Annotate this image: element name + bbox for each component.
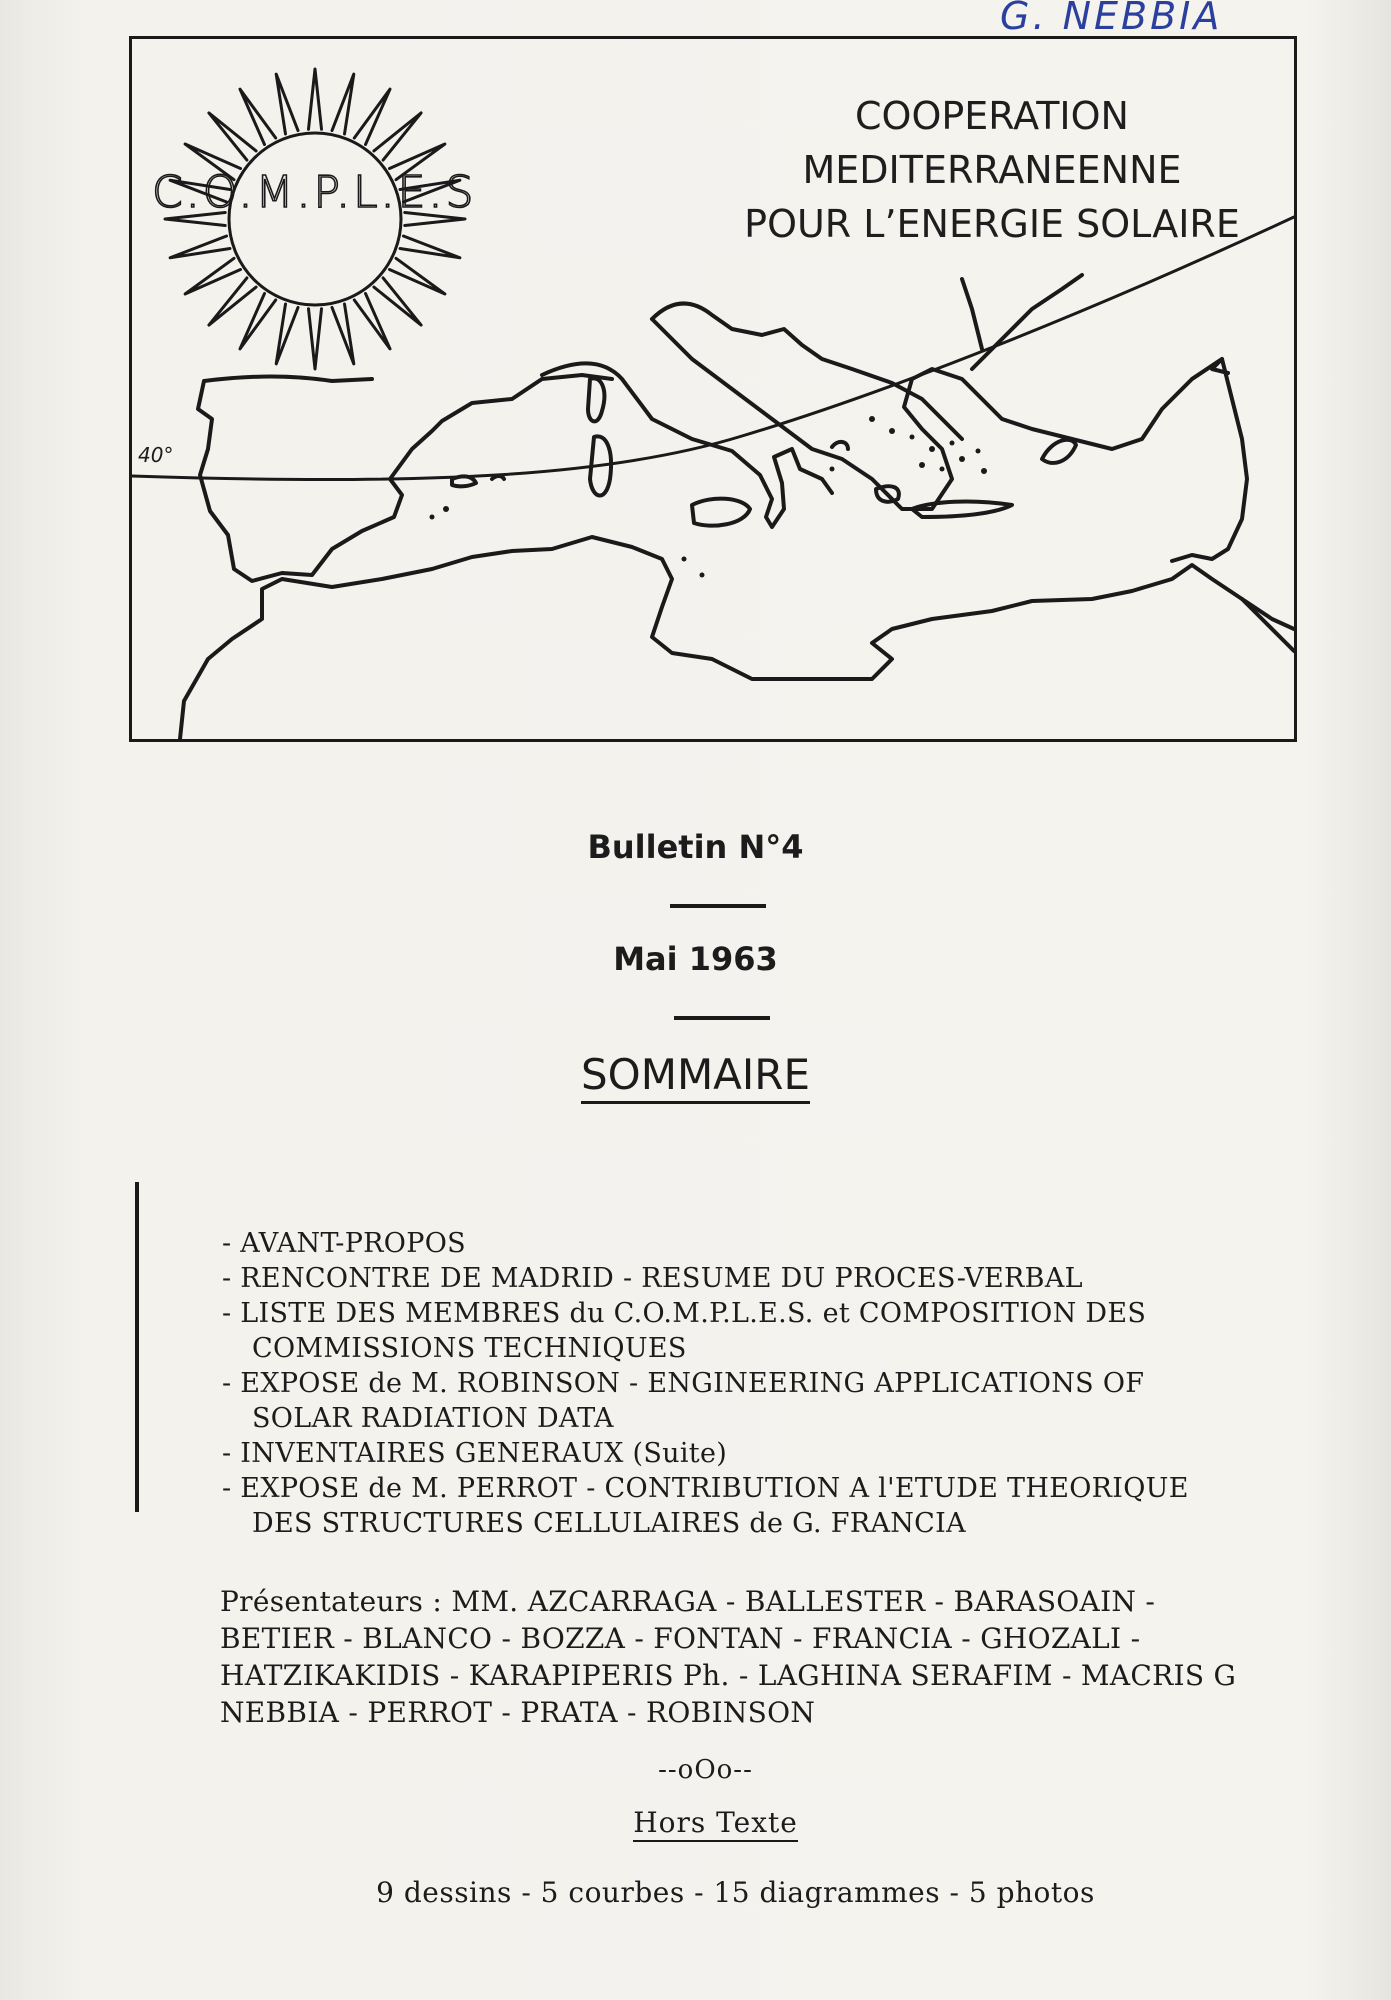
title-line: COOPERATION (855, 94, 1129, 138)
sun-ray (240, 294, 276, 349)
margin-bar (135, 1182, 139, 1512)
title-line: POUR L’ENERGIE SOLAIRE (744, 202, 1240, 246)
sun-ray (354, 89, 390, 144)
sun-ray (309, 309, 322, 369)
presenters-line: HATZIKAKIDIS - KARAPIPERIS Ph. - LAGHINA SERAFIM - MACRIS G (220, 1659, 1237, 1692)
sun-ray (276, 304, 298, 364)
sun-ray (209, 278, 256, 325)
sun-logo-icon (165, 69, 465, 369)
sun-ray (276, 74, 298, 134)
hors-texte-heading: Hors Texte (0, 1806, 1391, 1839)
toc-item: - INVENTAIRES GENERAUX (Suite) (222, 1438, 728, 1469)
toc-item: - EXPOSE de M. ROBINSON - ENGINEERING APPLICATIONS OF (222, 1368, 1145, 1399)
sun-ray (185, 258, 240, 294)
sun-ray (374, 278, 421, 325)
toc-item: DES STRUCTURES CELLULAIRES de G. FRANCIA (252, 1508, 966, 1539)
organization-title (672, 89, 1297, 251)
divider (670, 904, 766, 908)
title-line: MEDITERRANEENNE (802, 148, 1182, 192)
toc-item: - LISTE DES MEMBRES du C.O.M.P.L.E.S. et COMPOSITION DES (222, 1298, 1147, 1329)
sun-ray (309, 69, 322, 129)
sun-ray (209, 113, 256, 160)
aegean-islands-dots (430, 416, 988, 578)
toc-item: - EXPOSE de M. PERROT - CONTRIBUTION A l'ETUDE THEORIQUE (222, 1473, 1189, 1504)
sun-ray (170, 236, 230, 258)
toc-item: COMMISSIONS TECHNIQUES (252, 1333, 687, 1364)
sun-ray (332, 304, 354, 364)
issue-date: Mai 1963 (613, 940, 778, 978)
separator: --oOo-- (658, 1755, 753, 1785)
divider (674, 1016, 770, 1020)
handwritten-name: G. NEBBIA (1000, 0, 1223, 38)
presenters-line: BETIER - BLANCO - BOZZA - FONTAN - FRANCIA - GHOZALI - (220, 1622, 1141, 1655)
sun-ray (332, 74, 354, 134)
toc-item: - AVANT-PROPOS (222, 1228, 466, 1259)
latitude-label: 40° (138, 443, 174, 467)
sun-ray (240, 89, 276, 144)
sun-ray (400, 236, 460, 258)
sommaire-heading: SOMMAIRE (0, 1050, 1391, 1099)
sun-ray (374, 113, 421, 160)
toc-item: - RENCONTRE DE MADRID - RESUME DU PROCES-VERBAL (222, 1263, 1083, 1294)
presenters-line: Présentateurs : MM. AZCARRAGA - BALLESTER - BARASOAIN - (220, 1585, 1156, 1618)
bulletin-number: Bulletin N°4 (587, 828, 804, 866)
hors-texte-contents: 9 dessins - 5 courbes - 15 diagrammes - 5 photos (376, 1876, 1095, 1909)
sun-ray (354, 294, 390, 349)
table-of-contents (222, 1226, 1382, 1541)
toc-item: SOLAR RADIATION DATA (252, 1403, 614, 1434)
sun-ray (390, 258, 445, 294)
presenters-list (220, 1583, 1390, 1731)
presenters-line: NEBBIA - PERROT - PRATA - ROBINSON (220, 1696, 816, 1729)
logo-text: C.O.M.P.L.E.S (152, 167, 477, 218)
header-map-box (129, 36, 1297, 742)
